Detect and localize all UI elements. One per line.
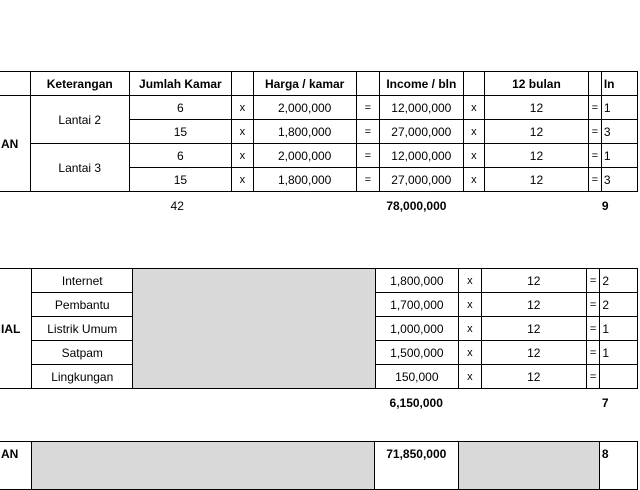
equals-sign: = [588, 168, 601, 192]
header-blank [463, 72, 484, 96]
header-income-year: In [601, 72, 637, 96]
multiply-sign: x [232, 168, 253, 192]
equals-sign: = [588, 144, 601, 168]
multiply-sign: x [459, 365, 482, 389]
multiply-sign: x [459, 293, 482, 317]
header-blank [232, 72, 253, 96]
multiply-sign: x [459, 341, 482, 365]
item-name: Internet [32, 269, 133, 293]
equals-sign: = [356, 144, 379, 168]
multiply-sign: x [463, 168, 484, 192]
gray-block [32, 442, 375, 467]
table-row [0, 442, 638, 467]
equals-sign: = [586, 293, 599, 317]
bulan-cell: 12 [481, 293, 586, 317]
net-table [0, 441, 638, 490]
multiply-sign: x [463, 96, 484, 120]
table-row [0, 96, 638, 120]
year-cell: 3 [601, 168, 637, 192]
multiply-sign: x [463, 120, 484, 144]
year-cell [600, 365, 638, 389]
item-name: Lingkungan [32, 365, 133, 389]
income-cell: 12,000,000 [379, 144, 463, 168]
header-row [0, 72, 638, 96]
equals-sign: = [356, 168, 379, 192]
harga-cell: 1,800,000 [253, 168, 356, 192]
floor-name: Lantai 2 [30, 96, 129, 144]
bulan-cell: 12 [481, 365, 586, 389]
income-cell: 27,000,000 [379, 120, 463, 144]
bulan-cell: 12 [485, 144, 589, 168]
equals-sign: = [588, 96, 601, 120]
equals-sign: = [588, 120, 601, 144]
year-cell: 1 [601, 144, 637, 168]
bulan-cell: 12 [481, 269, 586, 293]
item-name: Satpam [32, 341, 133, 365]
income-cell: 150,000 [375, 365, 458, 389]
floor-name: Lantai 3 [30, 144, 129, 192]
multiply-sign: x [459, 269, 482, 293]
header-jumlah-kamar: Jumlah Kamar [129, 72, 232, 96]
section-label: IAL [0, 269, 32, 389]
income-table [0, 71, 638, 192]
totals-row [0, 194, 638, 217]
net-year: 8 [599, 442, 637, 467]
bulan-cell: 12 [485, 96, 589, 120]
section-label: AN [0, 96, 30, 192]
header-harga: Harga / kamar [253, 72, 356, 96]
harga-cell: 2,000,000 [253, 144, 356, 168]
gray-block [133, 269, 375, 389]
total-income: 78,000,000 [386, 198, 447, 213]
header-blank [588, 72, 601, 96]
equals-sign: = [586, 317, 599, 341]
item-name: Listrik Umum [32, 317, 133, 341]
net-income: 71,850,000 [374, 442, 458, 467]
header-blank [356, 72, 379, 96]
bulan-cell: 12 [485, 120, 589, 144]
kamar-cell: 15 [129, 168, 232, 192]
equals-sign: = [586, 341, 599, 365]
table-row [0, 269, 638, 293]
year-cell: 3 [601, 120, 637, 144]
header-income: Income / bln [379, 72, 463, 96]
total-kamar: 42 [170, 198, 184, 213]
income-cell: 1,800,000 [375, 269, 458, 293]
total-year: 7 [601, 395, 609, 410]
year-cell: 1 [601, 96, 637, 120]
multiply-sign: x [459, 317, 482, 341]
table-row [0, 144, 638, 168]
equals-sign: = [356, 96, 379, 120]
item-name: Pembantu [32, 293, 133, 317]
kamar-cell: 6 [129, 96, 232, 120]
year-cell: 2 [600, 269, 638, 293]
year-cell: 1 [600, 317, 638, 341]
harga-cell: 2,000,000 [253, 96, 356, 120]
total-year: 9 [601, 198, 609, 213]
header-bulan: 12 bulan [485, 72, 589, 96]
income-cell: 1,000,000 [375, 317, 458, 341]
section1-totals [0, 194, 638, 217]
expense-table [0, 268, 638, 389]
totals-row [0, 391, 638, 414]
table-row [0, 466, 638, 490]
section2-totals [0, 391, 638, 414]
income-cell: 1,700,000 [375, 293, 458, 317]
header-blank [0, 72, 30, 96]
kamar-cell: 15 [129, 120, 232, 144]
income-cell: 1,500,000 [375, 341, 458, 365]
harga-cell: 1,800,000 [253, 120, 356, 144]
equals-sign: = [356, 120, 379, 144]
income-cell: 27,000,000 [379, 168, 463, 192]
bulan-cell: 12 [485, 168, 589, 192]
bulan-cell: 12 [481, 317, 586, 341]
multiply-sign: x [232, 96, 253, 120]
multiply-sign: x [232, 120, 253, 144]
year-cell: 2 [600, 293, 638, 317]
year-cell: 1 [600, 341, 638, 365]
section-label: AN [0, 442, 32, 467]
equals-sign: = [586, 269, 599, 293]
equals-sign: = [586, 365, 599, 389]
gray-block [458, 442, 599, 467]
kamar-cell: 6 [129, 144, 232, 168]
total-income: 6,150,000 [389, 395, 443, 410]
multiply-sign: x [463, 144, 484, 168]
header-keterangan: Keterangan [30, 72, 129, 96]
income-cell: 12,000,000 [379, 96, 463, 120]
bulan-cell: 12 [481, 341, 586, 365]
multiply-sign: x [232, 144, 253, 168]
